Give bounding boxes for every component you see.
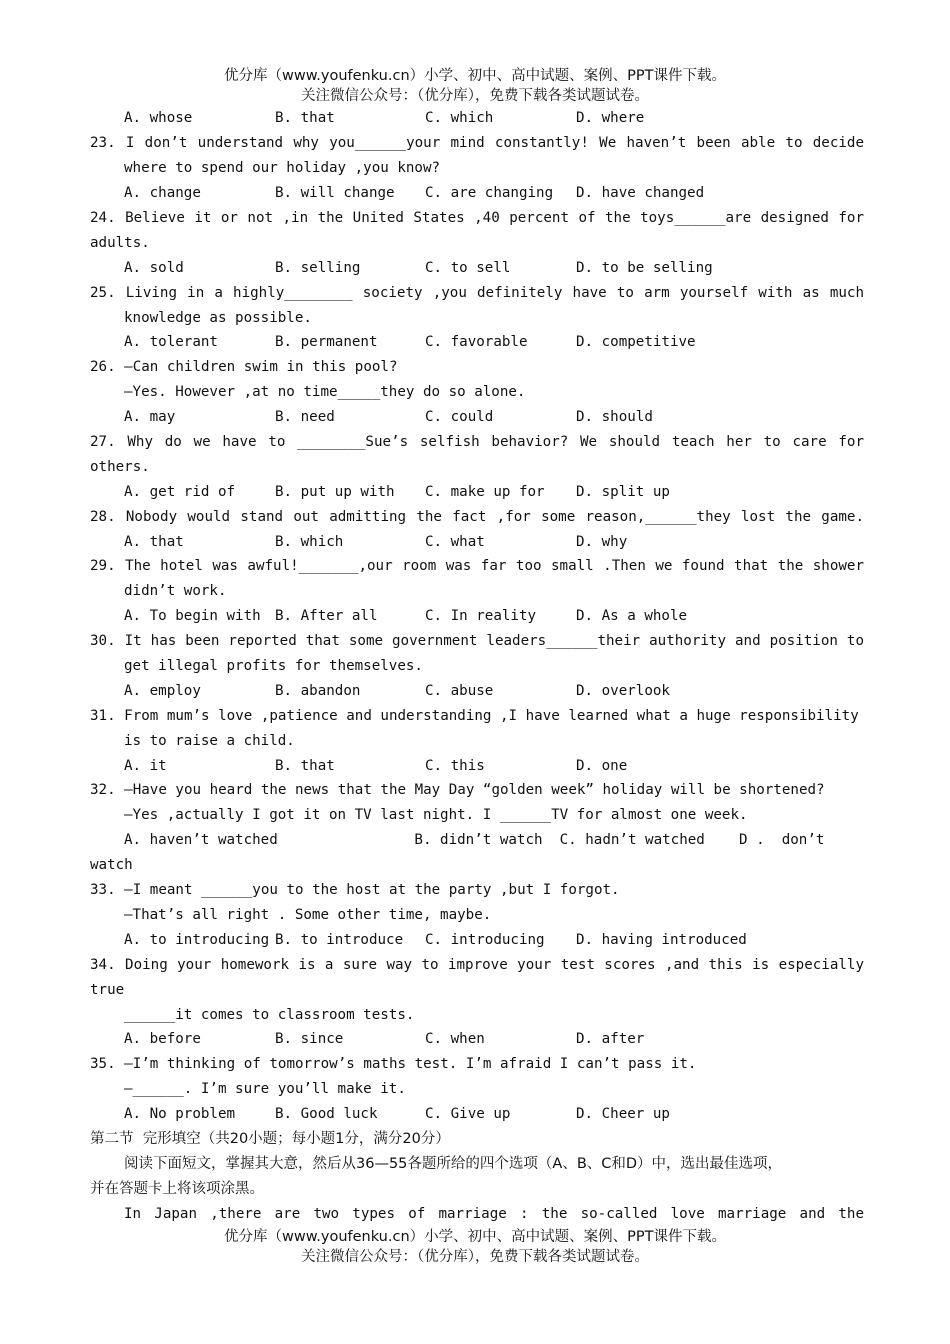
q25-stem-cont: knowledge as possible. — [124, 310, 312, 326]
q24-option-a: A. sold — [124, 260, 184, 276]
q35-option-c: C. Give up — [425, 1106, 511, 1122]
q26-option-c: C. could — [425, 409, 494, 425]
q34-option-d: D. after — [576, 1031, 645, 1047]
q24-stem-cont: adults. — [90, 235, 150, 251]
q30-option-b: B. abandon — [275, 683, 361, 699]
q31-option-c: C. this — [425, 758, 485, 774]
q29-stem-cont: didn’t work. — [124, 583, 227, 599]
q25-option-b: B. permanent — [275, 334, 378, 350]
q27-option-c: C. make up for — [425, 484, 545, 500]
q28-option-b: B. which — [275, 534, 344, 550]
q35-options — [124, 1102, 864, 1127]
q22-option-a: A. whose — [124, 110, 193, 126]
q29-stem: 29. The hotel was awful!_______,our room was far too small .Then we found that the shower — [90, 558, 864, 574]
q33-option-d: D. having introduced — [576, 932, 747, 948]
q24-options — [124, 256, 864, 281]
q31-option-d: D. one — [576, 758, 628, 774]
q23-stem: 23. I don’t understand why you______your mind constantly! We haven’t been able to decide — [90, 135, 864, 151]
q28-options — [124, 530, 864, 555]
q35-option-a: A. No problem — [124, 1106, 236, 1122]
q26-option-a: A. may — [124, 409, 176, 425]
q27-option-b: B. put up with — [275, 484, 395, 500]
q27-stem: 27. Why do we have to ________Sue’s selfish behavior? We should teach her to care for — [90, 434, 864, 450]
q28-option-c: C. what — [425, 534, 485, 550]
q26-stem: 26. —Can children swim in this pool? — [90, 359, 398, 375]
q30-stem: 30. It has been reported that some government leaders______their authority and position to — [90, 633, 864, 649]
q29-options — [124, 604, 864, 629]
q28-option-a: A. that — [124, 534, 184, 550]
q35-stem-cont: —______. I’m sure you’ll make it. — [124, 1081, 406, 1097]
q22-option-b: B. that — [275, 110, 335, 126]
passage-first-line: In Japan ,there are two types of marriage : the so-called love marriage and the — [124, 1206, 864, 1222]
q30-option-c: C. abuse — [425, 683, 494, 699]
q26-options — [124, 405, 864, 430]
q24-option-b: B. selling — [275, 260, 361, 276]
q33-option-a: A. to introducing — [124, 932, 270, 948]
q34-stem: 34. Doing your homework is a sure way to improve your test scores ,and this is especially — [90, 957, 864, 973]
q25-options — [124, 330, 864, 355]
q22-option-c: C. which — [425, 110, 494, 126]
q25-option-d: D. competitive — [576, 334, 696, 350]
q31-option-a: A. it — [124, 758, 167, 774]
q23-option-b: B. will change — [275, 185, 395, 201]
q34-options — [124, 1027, 864, 1052]
q30-stem-cont: get illegal profits for themselves. — [124, 658, 423, 674]
q25-option-a: A. tolerant — [124, 334, 218, 350]
q31-options — [124, 754, 864, 779]
q28-stem: 28. Nobody would stand out admitting the fact ,for some reason,______they lost the game. — [90, 509, 864, 525]
q31-stem: 31. From mum’s love ,patience and understanding ,I have learned what a huge responsibility — [90, 708, 859, 724]
q34-option-c: C. when — [425, 1031, 485, 1047]
section-instructions: 阅读下面短文，掌握其大意，然后从36—55各题所给的四个选项（A、B、C和D）中，选出最佳选项， — [124, 1156, 783, 1172]
q23-option-a: A. change — [124, 185, 201, 201]
q34-option-b: B. since — [275, 1031, 344, 1047]
q33-options — [124, 928, 864, 953]
q26-option-d: D. should — [576, 409, 653, 425]
q26-option-b: B. need — [275, 409, 335, 425]
q32-stem-cont: —Yes ,actually I got it on TV last night. I ______TV for almost one week. — [124, 807, 748, 823]
q33-stem-cont: —That’s all right . Some other time, maybe. — [124, 907, 492, 923]
q32-stem: 32. —Have you heard the news that the May Day “golden week” holiday will be shortened? — [90, 782, 825, 798]
q32-options: A. haven’t watched B. didn’t watch C. hadn’t watched D . don’t — [124, 832, 825, 848]
q27-option-d: D. split up — [576, 484, 670, 500]
q24-option-c: C. to sell — [425, 260, 511, 276]
footer-line-1: 优分库（www.youfenku.cn）小学、初中、高中试题、案例、PPT课件下载。 — [224, 1229, 726, 1245]
q23-option-d: D. have changed — [576, 185, 705, 201]
q27-option-a: A. get rid of — [124, 484, 236, 500]
q22-option-d: D. where — [576, 110, 645, 126]
q33-option-c: C. introducing — [425, 932, 545, 948]
q28-option-d: D. why — [576, 534, 628, 550]
q35-option-b: B. Good luck — [275, 1106, 378, 1122]
q33-option-b: B. to introduce — [275, 932, 404, 948]
q29-option-c: C. In reality — [425, 608, 537, 624]
q35-option-d: D. Cheer up — [576, 1106, 670, 1122]
q29-option-a: A. To begin with — [124, 608, 261, 624]
q35-stem: 35. —I’m thinking of tomorrow’s maths test. I’m afraid I can’t pass it. — [90, 1056, 697, 1072]
q29-option-d: D. As a whole — [576, 608, 688, 624]
q23-option-c: C. are changing — [425, 185, 554, 201]
q22-options — [124, 106, 864, 131]
q30-options — [124, 679, 864, 704]
q33-stem: 33. —I meant ______you to the host at the party ,but I forgot. — [90, 882, 620, 898]
q32-options-cont: watch — [90, 857, 133, 873]
q31-stem-cont: is to raise a child. — [124, 733, 295, 749]
q23-stem-cont: where to spend our holiday ,you know? — [124, 160, 441, 176]
q30-option-a: A. employ — [124, 683, 201, 699]
section-heading: 第二节 完形填空（共20小题；每小题1分，满分20分） — [90, 1131, 450, 1147]
q27-options — [124, 480, 864, 505]
q31-option-b: B. that — [275, 758, 335, 774]
section-instructions-cont: 并在答题卡上将该项涂黑。 — [90, 1181, 264, 1197]
q29-option-b: B. After all — [275, 608, 378, 624]
q27-stem-cont: others. — [90, 459, 150, 475]
footer-line-2: 关注微信公众号：（优分库），免费下载各类试题试卷。 — [301, 1249, 649, 1265]
q34-stem-cont: true — [90, 982, 125, 998]
header-line-2: 关注微信公众号：（优分库），免费下载各类试题试卷。 — [301, 88, 649, 104]
header-line-1: 优分库（www.youfenku.cn）小学、初中、高中试题、案例、PPT课件下载。 — [224, 68, 726, 84]
q24-stem: 24. Believe it or not ,in the United States ,40 percent of the toys______are designed for — [90, 210, 864, 226]
q24-option-d: D. to be selling — [576, 260, 713, 276]
q34-option-a: A. before — [124, 1031, 201, 1047]
q26-stem-cont: —Yes. However ,at no time_____they do so alone. — [124, 384, 526, 400]
q25-stem: 25. Living in a highly________ society ,you definitely have to arm yourself with as much — [90, 285, 864, 301]
q30-option-d: D. overlook — [576, 683, 670, 699]
q34-stem-cont-2: ______it comes to classroom tests. — [124, 1007, 415, 1023]
q25-option-c: C. favorable — [425, 334, 528, 350]
q23-options — [124, 181, 864, 206]
